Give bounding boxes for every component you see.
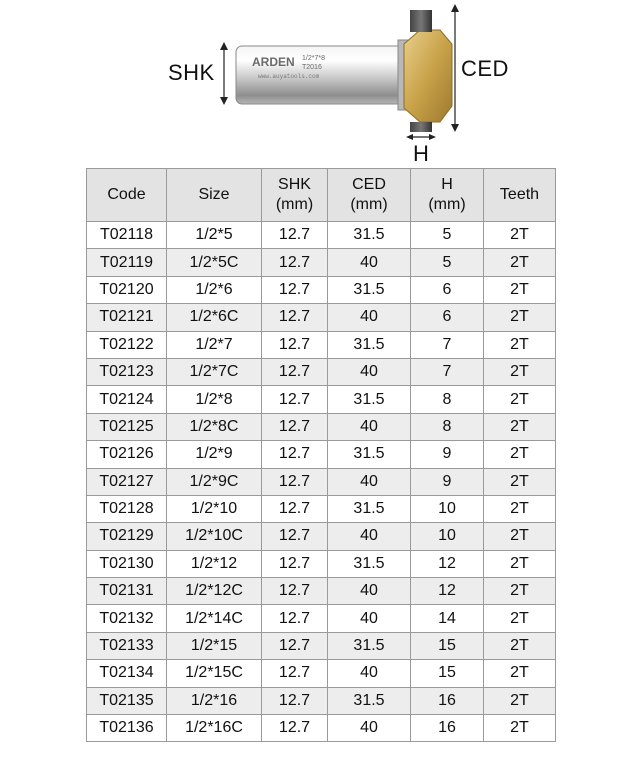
cell-ced: 40 [328,715,411,742]
cell-shk: 12.7 [262,660,328,687]
cell-teeth: 2T [484,249,556,276]
cell-ced: 31.5 [328,222,411,249]
svg-text:1/2*7*8: 1/2*7*8 [302,55,325,62]
cell-ced: 40 [328,304,411,331]
table-row [87,605,556,632]
cell-shk: 12.7 [262,441,328,468]
table-row [87,495,556,522]
table-row [87,468,556,495]
cell-h: 16 [411,715,484,742]
cell-h: 8 [411,413,484,440]
cell-code: T02132 [87,605,167,632]
cell-code: T02125 [87,413,167,440]
svg-text:T2016: T2016 [302,64,322,71]
cell-teeth: 2T [484,331,556,358]
cell-shk: 12.7 [262,331,328,358]
column-header-ced [328,169,411,222]
cell-size: 1/2*14C [167,605,262,632]
router-bit-diagram [0,0,637,168]
column-header-label: Teeth [499,186,540,203]
cell-h: 8 [411,386,484,413]
cell-ced: 40 [328,660,411,687]
shank-engraving [252,55,325,80]
table-row [87,304,556,331]
cell-ced: 31.5 [328,276,411,303]
cell-size: 1/2*10C [167,523,262,550]
cell-shk: 12.7 [262,386,328,413]
cell-h: 10 [411,523,484,550]
cell-code: T02128 [87,495,167,522]
cell-ced: 31.5 [328,632,411,659]
shk-label: SHK [168,60,215,85]
column-header-shk [262,169,328,222]
cell-h: 9 [411,468,484,495]
cell-ced: 40 [328,468,411,495]
cell-shk: 12.7 [262,358,328,385]
cell-ced: 40 [328,358,411,385]
cell-size: 1/2*16 [167,687,262,714]
cell-teeth: 2T [484,495,556,522]
cell-shk: 12.7 [262,523,328,550]
table-row [87,550,556,577]
cell-h: 14 [411,605,484,632]
specification-table [86,168,556,742]
cell-teeth: 2T [484,550,556,577]
cell-teeth: 2T [484,386,556,413]
cell-shk: 12.7 [262,715,328,742]
cell-teeth: 2T [484,222,556,249]
column-header-label: Size [198,186,230,203]
column-header-unit: (mm) [350,196,388,213]
cell-h: 5 [411,249,484,276]
cell-h: 9 [411,441,484,468]
column-header-label: Code [107,186,146,203]
cell-code: T02134 [87,660,167,687]
cell-ced: 31.5 [328,495,411,522]
cell-ced: 31.5 [328,386,411,413]
cell-ced: 40 [328,578,411,605]
cell-code: T02118 [87,222,167,249]
cell-code: T02126 [87,441,167,468]
cell-size: 1/2*5 [167,222,262,249]
cell-size: 1/2*7C [167,358,262,385]
cell-code: T02129 [87,523,167,550]
cell-size: 1/2*12 [167,550,262,577]
cell-teeth: 2T [484,632,556,659]
cell-shk: 12.7 [262,495,328,522]
cell-teeth: 2T [484,358,556,385]
cell-teeth: 2T [484,660,556,687]
table-row [87,715,556,742]
table-row [87,276,556,303]
cell-size: 1/2*10 [167,495,262,522]
cell-shk: 12.7 [262,276,328,303]
table-row [87,523,556,550]
cell-teeth: 2T [484,304,556,331]
cell-shk: 12.7 [262,222,328,249]
cell-code: T02136 [87,715,167,742]
cell-size: 1/2*6 [167,276,262,303]
cell-h: 15 [411,660,484,687]
cell-size: 1/2*15 [167,632,262,659]
column-header-unit: (mm) [428,196,466,213]
column-header-label: CED [352,176,386,193]
svg-text:ARDEN: ARDEN [252,55,295,69]
cell-size: 1/2*8C [167,413,262,440]
cell-ced: 31.5 [328,331,411,358]
cell-size: 1/2*5C [167,249,262,276]
table-header-row [87,169,556,222]
cell-ced: 31.5 [328,687,411,714]
table-row [87,413,556,440]
column-header-h [411,169,484,222]
h-label: H [413,141,430,166]
table-row [87,249,556,276]
column-header-code [87,169,167,222]
cell-size: 1/2*9C [167,468,262,495]
cell-code: T02131 [87,578,167,605]
table-row [87,358,556,385]
cell-code: T02133 [87,632,167,659]
carbide-tip-bottom [410,122,432,132]
cell-size: 1/2*6C [167,304,262,331]
cell-code: T02119 [87,249,167,276]
cell-h: 10 [411,495,484,522]
column-header-label: SHK [278,176,311,193]
cell-ced: 31.5 [328,441,411,468]
cell-h: 6 [411,304,484,331]
table-row [87,578,556,605]
cell-size: 1/2*9 [167,441,262,468]
cell-size: 1/2*8 [167,386,262,413]
cell-h: 12 [411,578,484,605]
table-row [87,632,556,659]
column-header-label: H [441,176,453,193]
cell-h: 7 [411,358,484,385]
table-row [87,687,556,714]
cell-teeth: 2T [484,687,556,714]
cell-ced: 40 [328,523,411,550]
cell-ced: 40 [328,413,411,440]
table-row [87,660,556,687]
cell-size: 1/2*7 [167,331,262,358]
cell-shk: 12.7 [262,468,328,495]
column-header-size [167,169,262,222]
cell-shk: 12.7 [262,249,328,276]
cell-ced: 40 [328,249,411,276]
cell-teeth: 2T [484,578,556,605]
cell-code: T02130 [87,550,167,577]
cell-h: 6 [411,276,484,303]
cell-size: 1/2*16C [167,715,262,742]
cell-teeth: 2T [484,523,556,550]
cell-code: T02123 [87,358,167,385]
cell-code: T02127 [87,468,167,495]
table-row [87,441,556,468]
table-row [87,386,556,413]
h-dimension-arrow [406,134,436,140]
carbide-tip-top [410,10,432,32]
cell-size: 1/2*12C [167,578,262,605]
table-row [87,222,556,249]
cell-shk: 12.7 [262,632,328,659]
cell-ced: 40 [328,605,411,632]
cell-shk: 12.7 [262,413,328,440]
table-body [87,222,556,742]
cell-h: 12 [411,550,484,577]
cell-h: 7 [411,331,484,358]
cell-shk: 12.7 [262,550,328,577]
shk-dimension-arrow [220,42,228,105]
cell-code: T02120 [87,276,167,303]
cell-code: T02122 [87,331,167,358]
cell-teeth: 2T [484,715,556,742]
cell-shk: 12.7 [262,605,328,632]
cutter-body [404,30,452,122]
cell-shk: 12.7 [262,687,328,714]
cell-h: 5 [411,222,484,249]
t-slot-cutter-illustration [0,0,637,168]
cell-teeth: 2T [484,441,556,468]
cell-teeth: 2T [484,413,556,440]
column-header-unit: (mm) [275,196,314,213]
cell-code: T02121 [87,304,167,331]
cell-ced: 31.5 [328,550,411,577]
cell-code: T02124 [87,386,167,413]
table-row [87,331,556,358]
cell-shk: 12.7 [262,304,328,331]
cell-shk: 12.7 [262,578,328,605]
cell-h: 15 [411,632,484,659]
cell-code: T02135 [87,687,167,714]
cell-teeth: 2T [484,605,556,632]
cell-h: 16 [411,687,484,714]
svg-text:www.auyatools.com: www.auyatools.com [258,73,320,80]
cell-teeth: 2T [484,276,556,303]
ced-label: CED [461,56,509,81]
cell-teeth: 2T [484,468,556,495]
cell-size: 1/2*15C [167,660,262,687]
column-header-teeth [484,169,556,222]
